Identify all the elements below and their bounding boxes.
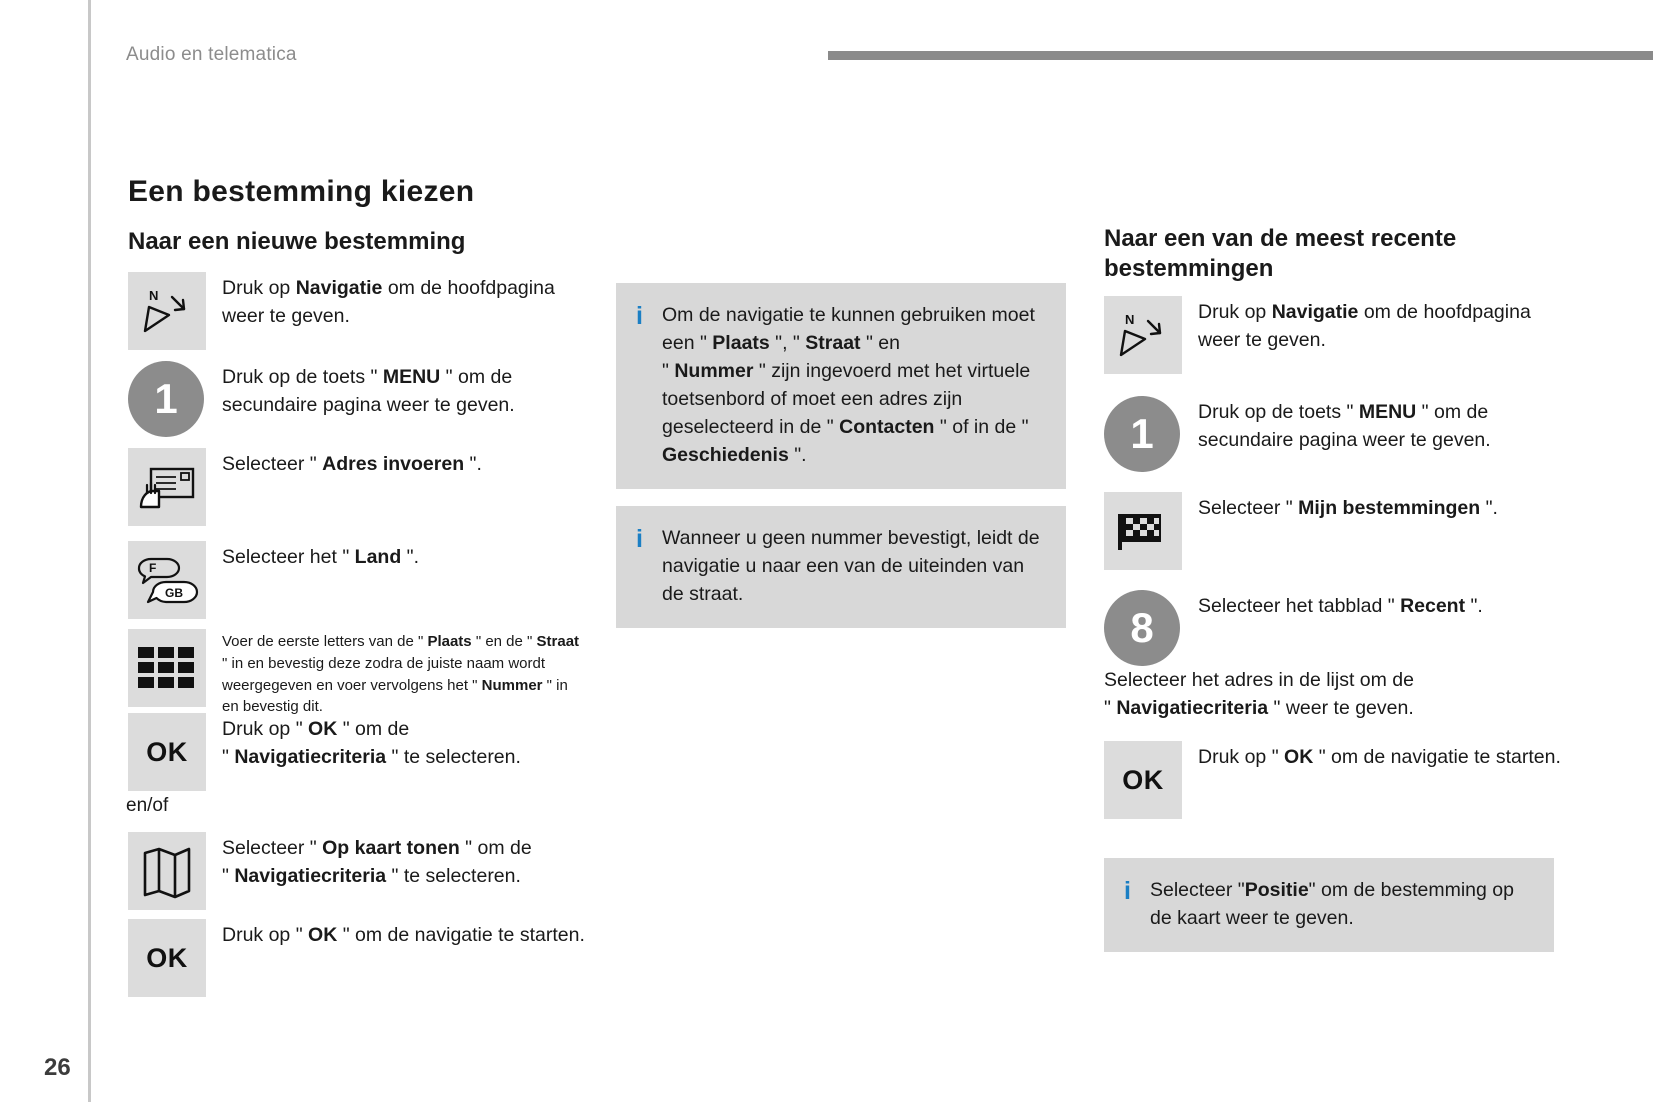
step-row — [1104, 741, 1561, 819]
step-row — [128, 629, 582, 718]
en-of-divider: en/of — [126, 795, 169, 816]
step-row — [128, 448, 482, 526]
right-column-subtitle: Naar een van de meest recente bestemmingen — [1104, 225, 1457, 282]
navigation-arrow-icon — [1104, 296, 1182, 374]
navigation-arrow-icon — [128, 272, 206, 350]
step-row — [1104, 492, 1498, 570]
info-box — [616, 506, 1066, 628]
ok-button-icon — [128, 713, 206, 791]
number-1-icon: 1 — [1104, 396, 1180, 472]
step-text: Selecteer het " Land ". — [222, 546, 420, 568]
ok-label: OK — [146, 942, 188, 973]
ok-button-icon — [128, 919, 206, 997]
step-text: Druk op de toets " MENU " om de secundaire pagina weer te geven. — [222, 366, 515, 416]
checkered-flag-icon — [1104, 492, 1182, 570]
step-text: Druk op " OK " om de navigatie te starten. — [222, 924, 585, 946]
left-column-subtitle: Naar een nieuwe bestemming — [128, 228, 466, 255]
info-box — [616, 283, 1066, 489]
step-text: Selecteer " Adres invoeren ". — [222, 453, 482, 475]
step-row — [128, 541, 419, 619]
ok-button-icon — [1104, 741, 1182, 819]
page-left-rule — [88, 0, 91, 1102]
info-box — [1104, 858, 1554, 952]
number-1-icon: 1 — [128, 361, 204, 437]
right-column-paragraph: Selecteer het adres in de lijst om de " Navigatiecriteria " weer te geven. — [1104, 669, 1415, 719]
keyboard-grid-icon — [128, 629, 206, 707]
step-text: Druk op Navigatie om de hoofdpagina weer te geven. — [222, 277, 555, 327]
svg-text:N: N — [1125, 312, 1135, 327]
step-row — [128, 919, 585, 997]
page-title: Een bestemming kiezen — [128, 175, 475, 208]
svg-text:GB: GB — [165, 586, 183, 600]
step-row — [128, 832, 532, 910]
info-box-text: Wanneer u geen nummer bevestigt, leidt de navigatie u naar een van de uiteinden van de straat. — [662, 527, 1040, 606]
step-row — [128, 713, 521, 791]
page-number: 26 — [44, 1054, 71, 1081]
step-text: Selecteer het tabblad " Recent ". — [1198, 595, 1483, 617]
ok-label: OK — [146, 736, 188, 767]
step-text: Druk op Navigatie om de hoofdpagina weer te geven. — [1198, 301, 1531, 351]
step-text: Selecteer " Op kaart tonen " om de " Navigatiecriteria " te selecteren. — [222, 837, 532, 887]
step-row — [128, 361, 592, 437]
section-header-label: Audio en telematica — [126, 44, 297, 65]
step-text: Druk op " OK " om de " Navigatiecriteria " te selecteren. — [222, 718, 521, 768]
step-row — [128, 272, 592, 350]
step-row — [1104, 590, 1483, 666]
ok-label: OK — [1122, 764, 1164, 795]
address-card-icon — [128, 448, 206, 526]
step-text: Druk op de toets " MENU " om de secundaire pagina weer te geven. — [1198, 401, 1491, 451]
step-text: Selecteer " Mijn bestemmingen ". — [1198, 497, 1498, 519]
svg-text:N: N — [149, 288, 159, 303]
language-country-icon — [128, 541, 206, 619]
step-row — [1104, 296, 1568, 374]
info-icon: i — [636, 302, 643, 330]
step-text: Druk op " OK " om de navigatie te starten. — [1198, 746, 1561, 768]
header-rule-bar — [828, 51, 1653, 60]
step-text: Voer de eerste letters van de " Plaats " en de " Straat " in en bevestig deze zodra de juiste naam wordt weergegeven en voer vervolgens het " Nummer " in en bevestig dit. — [222, 633, 580, 716]
map-fold-icon — [128, 832, 206, 910]
info-box-text: Om de navigatie te kunnen gebruiken moet een " Plaats ", " Straat " en " Nummer " zijn ingevoerd met het virtuele toetsenbord of moet een adres zijn geselecteerd in de " Contacten " of in de " Geschiedenis ". — [662, 304, 1035, 467]
number-8-icon: 8 — [1104, 590, 1180, 666]
info-icon: i — [636, 525, 643, 553]
info-box-text: Selecteer "Positie" om de bestemming op de kaart weer te geven. — [1150, 879, 1514, 930]
svg-text:F: F — [149, 561, 157, 575]
step-row — [1104, 396, 1568, 472]
info-icon: i — [1124, 877, 1131, 905]
